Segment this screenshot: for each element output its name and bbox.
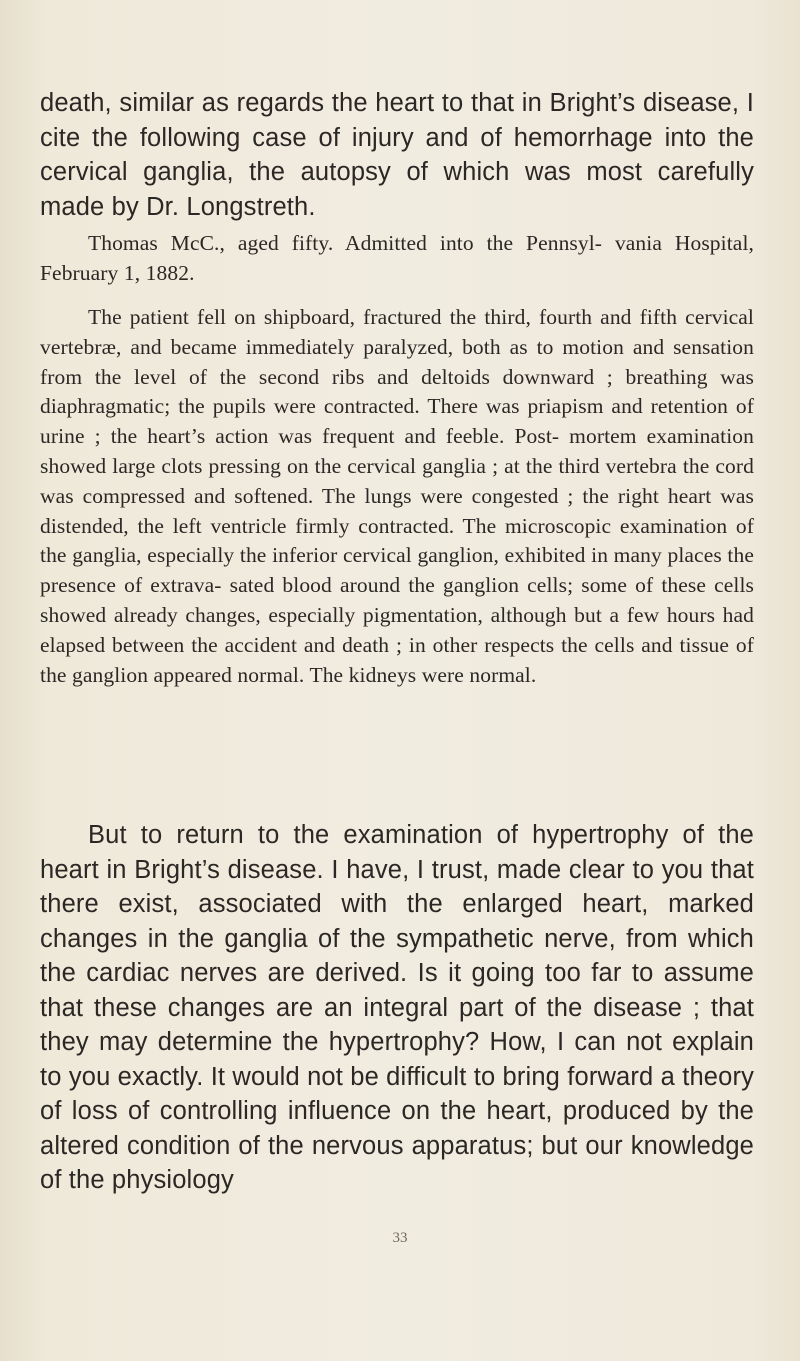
paragraph-intro: death, similar as regards the heart to that in Bright’s disease, I cite the following case of injury and of hemorrhage into the cervical ganglia, the autopsy of which was most carefully made by Dr. Longstreth. <box>40 89 754 221</box>
paragraph-case-details: The patient fell on shipboard, fractured the third, fourth and fifth cervical vertebræ, and became immediately paralyzed, both as to motion and sensation from the level of the second ribs and deltoids downward ; breathing was diaphragmatic; the pupils were contracted. There was priapism and retention of urine ; the heart’s action was frequent and feeble. Post- mortem examination showed large clots pressing on the cervical ganglia ; at the third vertebra the cord was compressed and softened. The lungs were congested ; the right heart was distended, the left ventricle firmly contracted. The microscopic examination of the ganglia, especially the inferior cervical ganglion, exhibited in many places the presence of extrava- sated blood around the ganglion cells; some of these cells showed already changes, especially pigmentation, although but a few hours had elapsed between the accident and death ; in other respects the cells and tissue of the ganglion appeared normal. The kidneys were normal. <box>40 305 754 687</box>
paragraph-patient-admission: Thomas McC., aged fifty. Admitted into the Pennsyl- vania Hospital, February 1, 1882. <box>40 231 754 285</box>
page-number: 33 <box>392 1230 408 1246</box>
paragraph-hypertrophy-discussion: But to return to the examination of hypertrophy of the heart in Bright’s disease. I have, I trust, made clear to you that there exist, associated with the enlarged heart, marked changes in the ganglia of the sympathetic nerve, from which the cardiac nerves are derived. Is it going too far to assume that these changes are an integral part of the disease ; that they may determine the hypertrophy? How, I can not explain to you exactly. It would not be difficult to bring forward a theory of loss of controlling influence on the heart, produced by the altered condition of the nervous apparatus; but our knowledge of the physiology <box>40 821 754 1194</box>
